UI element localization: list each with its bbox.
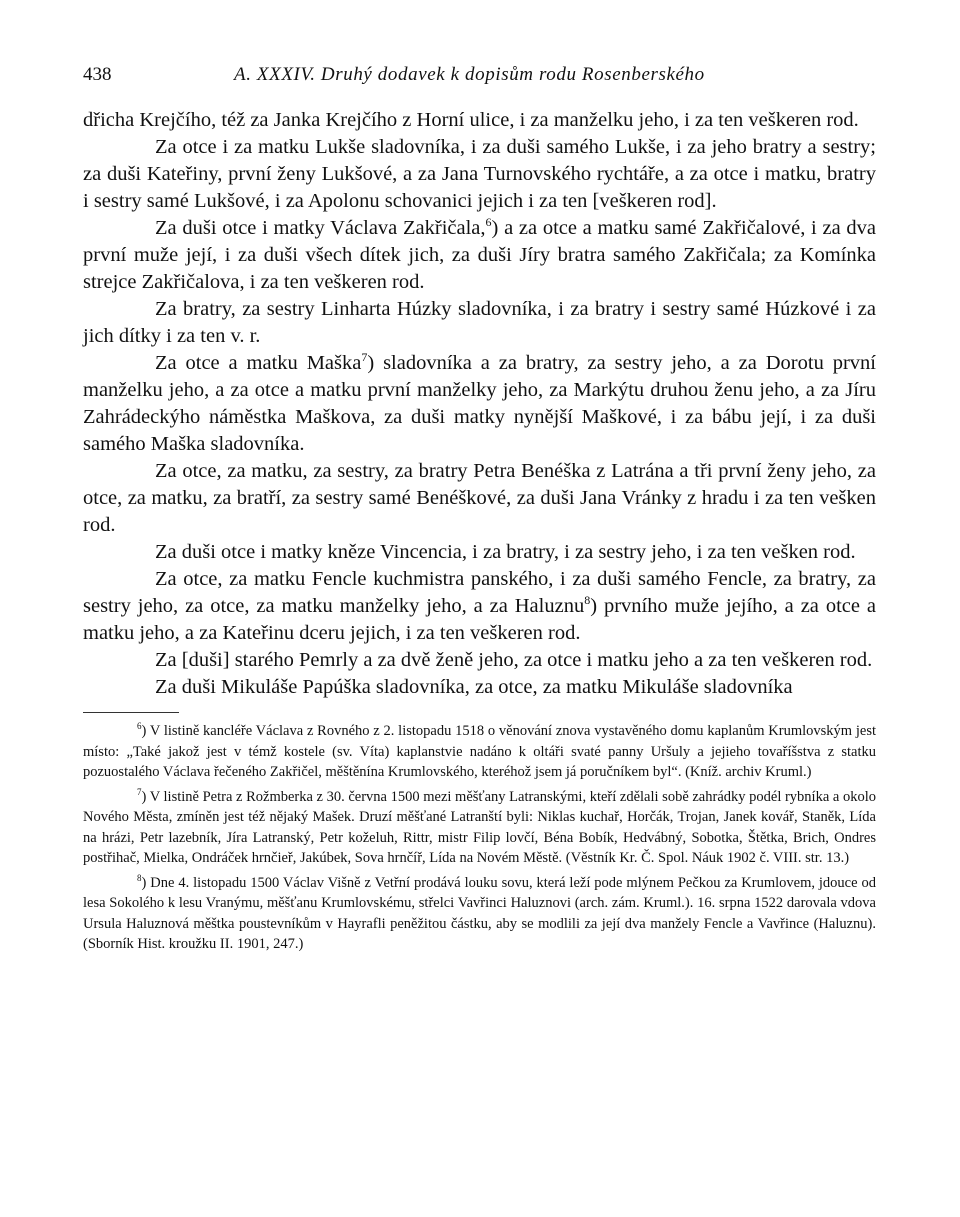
- paragraph: Za otce, za matku, za sestry, za bratry Petra Benéška z Latrána a tři první ženy jeho, za otce, za matku, za bratří, za sestry samé Benéškové, za duši Jana Vránky z hradu i za ten vešken rod.: [83, 460, 876, 536]
- paragraph: Za [duši] starého Pemrly a za dvě ženě jeho, za otce i matku jeho a za ten veškeren rod.: [155, 649, 873, 671]
- paragraph-text: Za duši otce i matky Václava Zakřičala,: [155, 217, 486, 239]
- paragraph: [83, 215, 876, 296]
- paragraph-text: Za otce, za matku Fencle kuchmistra panského, i za duši samého Fencle, za bratry, za sestry jeho, za otce, za matku manželky jeho, a za Haluznu: [83, 568, 876, 617]
- paragraph-text: ) a za otce a matku samé Zakřičalové, i za dva první muže její, i za duši všech dítek jich, za duši Jíry bratra samého Zakřičala; za Komínka strejce Zakřičalova, i za ten veškeren rod.: [83, 217, 876, 293]
- paragraph-text: ) prvního muže jejího, a za otce a matku jeho, a za Kateřinu dceru jejich, i za ten veškeren rod.: [83, 595, 876, 644]
- footnote-mark: 7: [137, 786, 142, 797]
- footnote-divider: [83, 712, 179, 713]
- footnote-ref: 7: [361, 350, 368, 365]
- footnote-ref: 8: [584, 593, 591, 608]
- paragraph: dřicha Krejčího, též za Janka Krejčího z Horní ulice, i za manželku jeho, i za ten veškeren rod.: [83, 109, 859, 131]
- paragraph: Za bratry, za sestry Linharta Húzky sladovníka, i za bratry i sestry samé Húzkové i za jich dítky i za ten v. r.: [83, 298, 876, 347]
- footnote-ref: 6: [485, 215, 492, 230]
- paragraph: [83, 350, 876, 458]
- paragraph: Za duši otce i matky kněze Vincencia, i za bratry, i za sestry jeho, i za ten vešken rod.: [155, 541, 856, 563]
- book-page: [83, 60, 876, 959]
- footnote-text: ) V listině kancléře Václava z Rovného z 2. listopadu 1518 o věnování znova vystavěného domu kaplanům Krumlovským jest místo: „Také jakož jest v témž kostele (sv. Víta) kaplanstvie nadáno k oltáři svaté panny Uršuly a jejieho tovaříšstva z statku pozuostalého Václava řečeného Zakřičel, měštěnína Krumlovského, kteréhož jsem já poručníkem byl“. (Kníž. archiv Kruml.): [83, 723, 876, 780]
- paragraph: Za otce i za matku Lukše sladovníka, i za duši samého Lukše, i za jeho bratry a sestry; za duši Kateřiny, první ženy Lukšové, a za Jana Turnovského rychtáře, a za otce i matku, bratry i sestry samé Lukšové, i za Apolonu schovanici jejich i za ten [veškeren rod].: [83, 136, 876, 212]
- footnote-text: ) V listině Petra z Rožmberka z 30. června 1500 mezi měšťany Latranskými, kteří zdělali sobě zahrádky podél rybníka a okolo Nového Města, zmíněn jest též nějaký Mašek. Druzí měšťané Latranští byli: Niklas kuchař, Horčák, Trojan, Janek kovář, Staněk, Lída na hrázi, Petr lazebník, Jíra Latranský, Petr koželuh, Rittr, mistr Filip lovčí, Béna Bobík, Hedvábný, Sobotka, Štětka, Brich, Ondres postřihač, Mielka, Ondráček hrnčieř, Jakúbek, Sova hrnčíř, Lída na Novém Městě. (Věstník Kr. Č. Spol. Náuk 1902 č. VIII. str. 13.): [83, 788, 876, 866]
- running-title: A. XXXIV. Druhý dodavek k dopisům rodu Rosenberského: [234, 64, 705, 85]
- paragraph: [83, 566, 876, 647]
- page-number: 438: [83, 64, 112, 85]
- footnote: [83, 721, 876, 783]
- paragraph: Za duši Mikuláše Papúška sladovníka, za otce, za matku Mikuláše sladovníka: [155, 676, 793, 698]
- paragraph-text: ) sladovníka a za bratry, za sestry jeho, a za Dorotu první manželku jeho, a za otce a matku první manželky jeho, za Markýtu druhou ženu jeho, a za Jíru Zahrádeckýho náměstka Maškova, za duši matky nynější Maškové, i za bábu její, i za duši samého Maška sladovníka.: [83, 352, 876, 455]
- paragraph-text: Za otce a matku Maška: [155, 352, 362, 374]
- footnote: [83, 787, 876, 869]
- footnote-text: ) Dne 4. listopadu 1500 Václav Višně z Vetřní prodává louku sovu, která leží pode mlýnem Pečkou za Krumlovem, jdouce od lesa Sokolého k lesu Vranýmu, měšťanu Krumlovskému, střelci Vavřinci Haluznovi (arch. zám. Kruml.). 16. srpna 1522 darovala vdova Ursula Haluznová měštka poustevníkům v Hayrafli peněžitou částku, aby se modlili za její dva manžely Fencle a Vavřince (Haluznu). (Sborník Hist. kroužku II. 1901, 247.): [83, 874, 876, 952]
- footnote: [83, 873, 876, 955]
- footnote-mark: 8: [137, 872, 142, 883]
- footnote-mark: 6: [137, 721, 142, 732]
- main-text: [83, 107, 876, 701]
- footnotes: [83, 721, 876, 955]
- running-head: [83, 60, 876, 90]
